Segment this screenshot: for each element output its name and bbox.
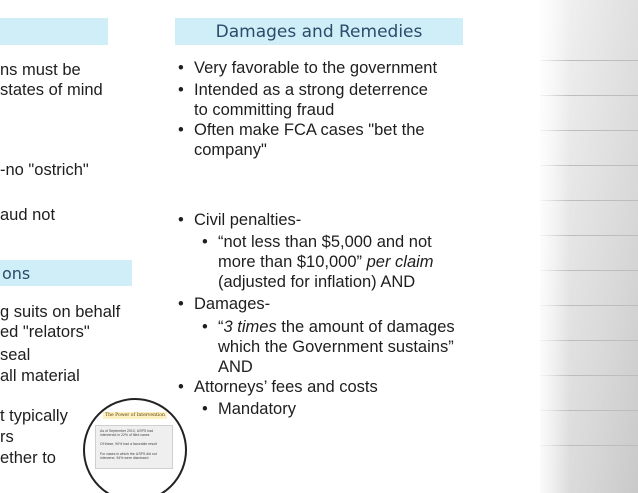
left-fragment: seal — [0, 346, 31, 364]
zoom-line: As of September 2010, USPS had intervened in 22% of filed cases — [100, 429, 154, 437]
bullet-dot-icon: • — [178, 378, 184, 396]
left-fragment: t typically — [0, 407, 68, 425]
left-fragment: aud not — [0, 206, 56, 224]
bullet-text: Attorneys’ fees and costs — [194, 378, 378, 396]
left-fragment: g suits on behalf — [0, 303, 121, 321]
sub-bullet-dot-icon: • — [202, 233, 208, 251]
damages-remedies-title: Damages and Remedies — [215, 21, 423, 42]
background-photo — [540, 0, 638, 493]
bullet-text: Often make FCA cases "bet the company" — [194, 121, 425, 159]
zoom-frame-title: The Power of Intervention — [103, 412, 167, 419]
left-fragment: ed "relators" — [0, 323, 90, 341]
left-fragment: ether to — [0, 449, 56, 467]
left-header-mid-label: ons — [2, 263, 31, 283]
bullet-text: Civil penalties- — [194, 211, 302, 229]
bullet-dot-icon: • — [178, 121, 184, 139]
zoom-frame-box — [95, 425, 173, 469]
zoom-line: Of these, 90% had a favorable result — [100, 442, 157, 446]
sub-bullet-dot-icon: • — [202, 318, 208, 336]
left-fragment: ns must be — [0, 61, 81, 79]
sub-bullet-text: Mandatory — [218, 400, 296, 418]
bullet-dot-icon: • — [178, 59, 184, 77]
bullet-dot-icon: • — [178, 295, 184, 313]
left-fragment: states of mind — [0, 81, 103, 99]
bullet-dot-icon: • — [178, 81, 184, 99]
bullet-dot-icon: • — [178, 211, 184, 229]
sub-bullet-text: “3 times the amount of damages which the Government sustains” AND — [218, 318, 455, 376]
bullet-text: Intended as a strong deterrence to committing fraud — [194, 81, 428, 119]
sub-bullet-dot-icon: • — [202, 400, 208, 418]
zoom-line: For cases in which the USPS did not intervene, 94% were dismissed — [100, 452, 157, 460]
left-fragment: all material — [0, 367, 80, 385]
bullet-text: Very favorable to the government — [194, 59, 438, 77]
zoom-frame-circle[interactable] — [83, 398, 187, 493]
damages-remedies-header — [175, 18, 463, 45]
left-header-mid — [0, 260, 132, 286]
left-fragment: -no "ostrich" — [0, 161, 89, 179]
sub-bullet-text: “not less than $5,000 and not more than $10,000” per claim (adjusted for inflation) AND — [218, 233, 434, 291]
left-header-top — [0, 18, 108, 45]
left-fragment: rs — [0, 428, 14, 446]
bullet-text: Damages- — [194, 295, 271, 313]
